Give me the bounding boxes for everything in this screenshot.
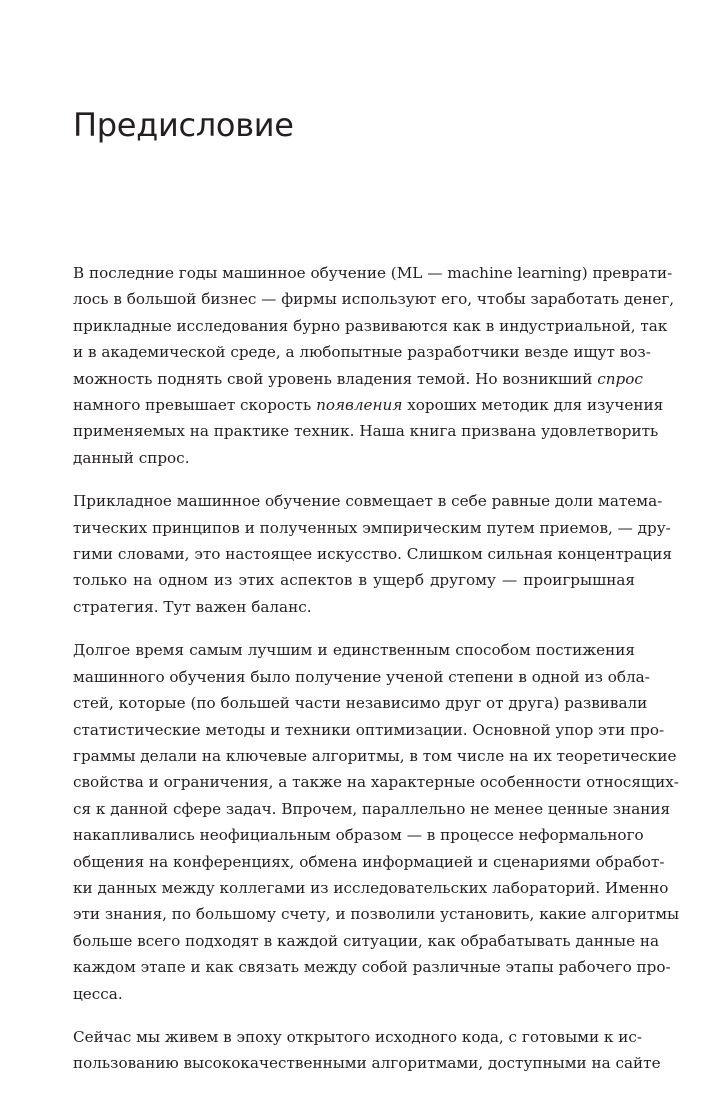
line-text: намного превышает скорость — [73, 396, 317, 415]
line-text: можность поднять свой уровень владения темой. Но возникший — [73, 369, 598, 388]
line-text: Долгое время самым лучшим и единственным способом постижения — [73, 641, 635, 660]
text-line — [73, 849, 665, 875]
text-line — [73, 1050, 661, 1076]
text-line — [73, 1024, 643, 1050]
text-line — [73, 664, 650, 690]
line-text: граммы делали на ключевые алгоритмы, в том числе на их теоретические — [73, 746, 677, 765]
text-line — [73, 928, 660, 954]
text-line — [73, 796, 671, 822]
text-line — [73, 822, 644, 848]
text-line — [73, 260, 673, 286]
text-line — [73, 717, 665, 743]
emphasis-text: появления — [316, 396, 403, 415]
emphasis-text: спрос — [597, 369, 643, 388]
line-text: стратегия. Тут важен баланс. — [73, 597, 312, 616]
text-line — [73, 901, 680, 927]
line-text: цесса. — [73, 984, 123, 1003]
line-text: больше всего подходят в каждой ситуации, как обрабатывать данные на — [73, 931, 660, 950]
line-text: стей, которые (по большей части независимо друг от друга) развивали — [73, 694, 648, 713]
line-text: свойства и ограничения, а также на характерные особенности относящих- — [73, 773, 679, 792]
text-line — [73, 286, 675, 312]
text-line — [73, 392, 664, 418]
line-text: ки данных между коллегами из исследовательских лабораторий. Именно — [73, 878, 669, 897]
line-text: пользованию высококачественными алгоритмами, доступными на сайте — [73, 1054, 661, 1073]
text-line — [73, 418, 659, 444]
text-line — [73, 743, 677, 769]
line-text: данный спрос. — [73, 448, 190, 467]
text-line — [73, 875, 669, 901]
line-text: применяемых на практике техник. Наша книга призвана удовлетворить — [73, 422, 659, 441]
paragraph — [73, 488, 672, 620]
line-text: лось в большой бизнес — фирмы используют его, чтобы заработать денег, — [73, 290, 675, 309]
line-text: В последние годы машинное обучение (ML — machine learning) преврати- — [73, 264, 673, 282]
text-line — [73, 769, 679, 795]
line-text: гими словами, это настоящее искусство. Слишком сильная концентрация — [73, 545, 672, 564]
line-text: Сейчас мы живем в эпоху открытого исходного кода, с готовыми к ис- — [73, 1027, 643, 1046]
chapter-title: Предисловие — [73, 106, 294, 144]
text-line — [73, 313, 668, 339]
text-line — [73, 637, 635, 663]
line-text: общения на конференциях, обмена информацией и сценариями обработ- — [73, 852, 665, 871]
text-line — [73, 515, 671, 541]
line-text: накапливались неофициальным образом — в процессе неформального — [73, 826, 644, 845]
line-text: прикладные исследования бурно развиваются как в индустриальной, так — [73, 316, 668, 335]
line-text: машинного обучения было получение ученой степени в одной из обла- — [73, 667, 650, 686]
text-line — [73, 445, 635, 471]
line-text: каждом этапе и как связать между собой различные этапы рабочего про- — [73, 958, 671, 977]
paragraph — [73, 637, 680, 1007]
line-text: эти знания, по большому счету, и позволили установить, какие алгоритмы — [73, 905, 680, 924]
line-text: хороших методик для изучения — [402, 396, 664, 415]
text-line — [73, 366, 643, 392]
text-line — [73, 981, 635, 1007]
line-text: и в академической среде, а любопытные разработчики везде ищут воз- — [73, 343, 651, 362]
text-line — [73, 339, 651, 365]
text-line — [73, 567, 635, 593]
body-text — [73, 260, 680, 1094]
text-line — [73, 690, 648, 716]
text-line — [73, 541, 672, 567]
line-text: тических принципов и полученных эмпирическим путем приемов, — дру- — [73, 518, 671, 537]
paragraph — [73, 1024, 661, 1077]
line-text: статистические методы и техники оптимизации. Основной упор эти про- — [73, 720, 665, 739]
line-text: Прикладное машинное обучение совмещает в себе равные доли матема- — [73, 492, 663, 511]
paragraph — [73, 260, 675, 471]
text-line — [73, 594, 635, 620]
text-line — [73, 954, 671, 980]
line-text: ся к данной сфере задач. Впрочем, параллельно не менее ценные знания — [73, 799, 671, 818]
line-text: только на одном из этих аспектов в ущерб другому — проигрышная — [73, 571, 635, 590]
text-line — [73, 488, 663, 514]
